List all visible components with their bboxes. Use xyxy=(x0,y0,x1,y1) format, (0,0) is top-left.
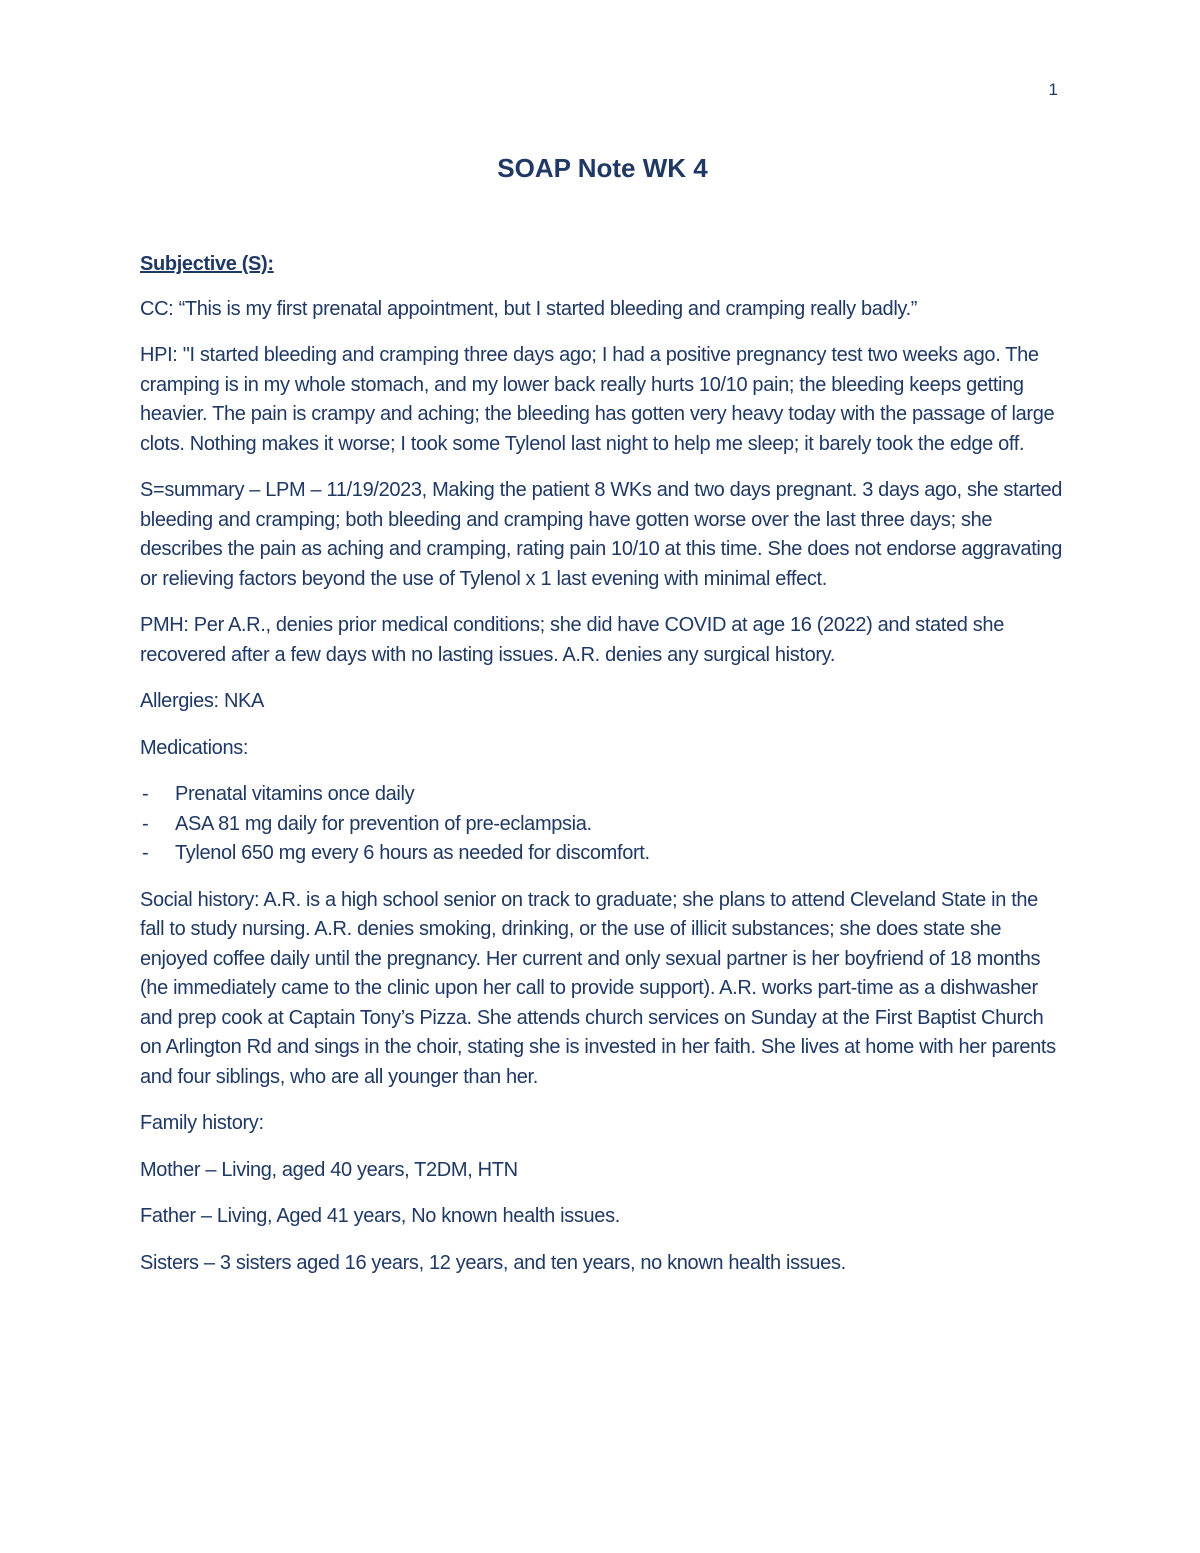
medication-text: Prenatal vitamins once daily xyxy=(175,783,415,805)
list-dash: - xyxy=(142,842,149,864)
subjective-heading: Subjective (S): xyxy=(140,253,274,275)
chief-complaint: CC: “This is my first prenatal appointment, but I started bleeding and cramping really badly.” xyxy=(140,297,918,320)
page-number: 1 xyxy=(1048,80,1058,99)
family-history-sisters: Sisters – 3 sisters aged 16 years, 12 years, and ten years, no known health issues. xyxy=(140,1251,846,1274)
medication-list xyxy=(140,780,1065,869)
document-body xyxy=(140,150,1065,1295)
social-history: Social history: A.R. is a high school senior on track to graduate; she plans to attend Cleveland State in the fall to study nursing. A.R. denies smoking, drinking, or the use of illicit substances; she does state she enjoyed coffee daily until the pregnancy. Her current and only sexual partner is her boyfriend of 18 months (he immediately came to the clinic upon her call to provide support). A.R. works part-time as a dishwasher and prep cook at Captain Tony’s Pizza. She attends church services on Sunday at the First Baptist Church on Arlington Rd and sings in the choir, stating she is invested in her faith. She lives at home with her parents and four siblings, who are all younger than her. xyxy=(140,888,1056,1088)
summary-paragraph: S=summary – LPM – 11/19/2023, Making the patient 8 WKs and two days pregnant. 3 days ago, she started bleeding and cramping; both bleeding and cramping have gotten worse over the last three days; she describes the pain as aching and cramping, rating pain 10/10 at this time. She does not endorse aggravating or relieving factors beyond the use of Tylenol x 1 last evening with minimal effect. xyxy=(140,479,1063,590)
allergies: Allergies: NKA xyxy=(140,690,265,712)
medications-label: Medications: xyxy=(140,736,249,759)
medication-item xyxy=(140,780,1065,810)
history-of-present-illness: HPI: "I started bleeding and cramping three days ago; I had a positive pregnancy test two weeks ago. The cramping is in my whole stomach, and my lower back really hurts 10/10 pain; the bleeding keeps getting heavier. The pain is crampy and aching; the bleeding has gotten very heavy today with the passage of large clots. Nothing makes it worse; I took some Tylenol last night to help me sleep; it barely took the edge off. xyxy=(140,344,1055,455)
list-dash: - xyxy=(142,783,149,805)
medication-item xyxy=(140,810,1065,840)
family-history-mother: Mother – Living, aged 40 years, T2DM, HTN xyxy=(140,1158,518,1181)
list-dash: - xyxy=(142,812,149,835)
medication-text: Tylenol 650 mg every 6 hours as needed for discomfort. xyxy=(175,842,650,864)
family-history-label: Family history: xyxy=(140,1112,264,1134)
family-history-father: Father – Living, Aged 41 years, No known health issues. xyxy=(140,1205,620,1227)
document-title: SOAP Note WK 4 xyxy=(497,153,708,183)
medication-text: ASA 81 mg daily for prevention of pre-eclampsia. xyxy=(175,812,592,835)
medication-item xyxy=(140,839,1065,869)
past-medical-history: PMH: Per A.R., denies prior medical conditions; she did have COVID at age 16 (2022) and stated she recovered after a few days with no lasting issues. A.R. denies any surgical history. xyxy=(140,614,1004,666)
